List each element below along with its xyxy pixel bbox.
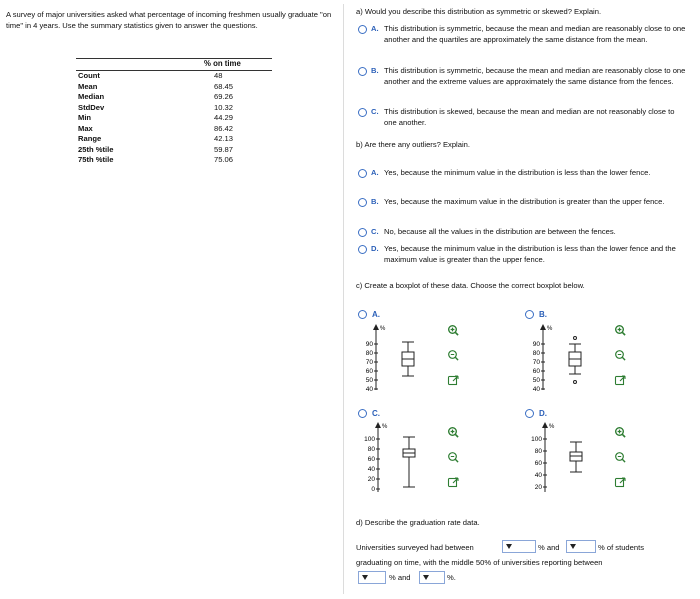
svg-text:20: 20: [367, 476, 375, 483]
table-row: Min 44.29: [78, 113, 234, 122]
radio-button[interactable]: [358, 108, 367, 117]
problem-intro: A survey of major universities asked what percentage of incoming freshmen usually graduate "on time" in 4 years. Use the summary statistics given to answer the questions.: [6, 10, 332, 30]
qd-text-3a: % and: [389, 573, 411, 582]
expand-icon[interactable]: [447, 476, 460, 489]
table-row: Count 48: [78, 71, 223, 80]
expand-icon[interactable]: [447, 374, 460, 387]
svg-text:60: 60: [532, 368, 540, 375]
dropdown-max-rate[interactable]: [566, 540, 596, 553]
radio-button[interactable]: [358, 67, 367, 76]
box-whisker: [402, 342, 414, 376]
qb-option-d[interactable]: D. Yes, because the minimum value in the distribution is less than the lower fence and the maximum value is greater than the upper fence.: [356, 244, 692, 266]
zoom-in-icon[interactable]: [614, 324, 627, 337]
qd-text-1b: % and: [538, 543, 560, 552]
boxplot-c: [356, 420, 506, 496]
svg-text:100: 100: [531, 436, 542, 443]
table-row: Median 69.26: [78, 92, 234, 101]
table-row: 75th %tile 75.06: [78, 155, 234, 164]
svg-text:40: 40: [534, 472, 542, 479]
dropdown-q3[interactable]: [419, 571, 445, 584]
qd-text-1a: Universities surveyed had between: [356, 543, 474, 552]
tick-label: [364, 436, 375, 493]
zoom-in-icon[interactable]: [447, 324, 460, 337]
chevron-down-icon: [423, 575, 429, 580]
qb-option-a[interactable]: A. Yes, because the minimum value in the distribution is less than the lower fence.: [356, 168, 692, 190]
svg-text:50: 50: [365, 377, 373, 384]
qb-option-c[interactable]: C. No, because all the values in the distribution are between the fences.: [356, 227, 692, 238]
svg-text:70: 70: [532, 359, 540, 366]
radio-button[interactable]: [358, 25, 367, 34]
table-row: 25th %tile 59.87: [78, 144, 234, 154]
svg-text:0: 0: [371, 486, 375, 493]
question-c: c) Create a boxplot of these data. Choose the correct boxplot below.: [356, 281, 585, 290]
axis-unit: %: [382, 424, 388, 430]
question-d: d) Describe the graduation rate data.: [356, 518, 480, 527]
question-b: b) Are there any outliers? Explain.: [356, 140, 470, 149]
boxplot-a: [356, 322, 506, 394]
plot-c-label: C.: [372, 409, 380, 418]
svg-text:80: 80: [532, 350, 540, 357]
table-top-rule: [76, 58, 272, 59]
radio-button[interactable]: [358, 245, 367, 254]
svg-text:40: 40: [365, 386, 373, 393]
plot-d-label: D.: [539, 409, 547, 418]
zoom-out-icon[interactable]: [614, 451, 627, 464]
table-row: Mean 68.45: [78, 81, 234, 91]
qd-text-2: graduating on time, with the middle 50% of universities reporting between: [356, 558, 603, 567]
stats-column-header: % on time: [204, 59, 241, 68]
svg-text:20: 20: [534, 484, 542, 491]
box-whisker: [570, 442, 582, 472]
svg-text:40: 40: [532, 386, 540, 393]
plot-a-radio[interactable]: [358, 310, 367, 319]
dropdown-q1[interactable]: [358, 571, 386, 584]
boxplot-b: [523, 322, 673, 394]
svg-text:90: 90: [532, 341, 540, 348]
zoom-out-icon[interactable]: [447, 349, 460, 362]
qa-option-b[interactable]: B. This distribution is symmetric, because the mean and median are reasonably close to one another and the extreme values are approximately the same distance from the fences.: [356, 66, 692, 98]
plot-b-radio[interactable]: [525, 310, 534, 319]
question-a: a) Would you describe this distribution as symmetric or skewed? Explain.: [356, 7, 602, 16]
expand-icon[interactable]: [614, 374, 627, 387]
plot-b-label: B.: [539, 310, 547, 319]
boxplot-d: [523, 420, 673, 496]
box-whisker: [403, 437, 415, 487]
expand-icon[interactable]: [614, 476, 627, 489]
axis-unit: %: [547, 326, 553, 332]
svg-text:60: 60: [367, 456, 375, 463]
table-row: Max 86.42: [78, 123, 234, 133]
chevron-down-icon: [570, 544, 576, 549]
svg-text:70: 70: [365, 359, 373, 366]
chevron-down-icon: [506, 544, 512, 549]
svg-text:80: 80: [365, 350, 373, 357]
qa-option-a[interactable]: A. This distribution is symmetric, because the mean and median are reasonably close to one another and the quartiles are approximately the same distance from the mean.: [356, 24, 692, 56]
axis-unit: %: [380, 326, 386, 332]
tick-label: [531, 436, 542, 491]
chevron-down-icon: [362, 575, 368, 580]
svg-text:90: 90: [365, 341, 373, 348]
qa-option-c[interactable]: C. This distribution is skewed, because the mean and median are not reasonably close to one another.: [356, 107, 692, 129]
qd-text-3b: %.: [447, 573, 456, 582]
plot-d-radio[interactable]: [525, 409, 534, 418]
axis-unit: %: [549, 424, 555, 430]
svg-text:80: 80: [534, 448, 542, 455]
radio-button[interactable]: [358, 198, 367, 207]
tick-label: [366, 341, 374, 393]
svg-text:60: 60: [365, 368, 373, 375]
plot-c-radio[interactable]: [358, 409, 367, 418]
zoom-in-icon[interactable]: [447, 426, 460, 439]
box-whisker: [569, 337, 581, 384]
svg-text:60: 60: [534, 460, 542, 467]
svg-text:80: 80: [367, 446, 375, 453]
plot-a-label: A.: [372, 310, 380, 319]
column-divider: [343, 4, 344, 594]
radio-button[interactable]: [358, 228, 367, 237]
qd-text-1c: % of students: [598, 543, 645, 552]
svg-text:40: 40: [367, 466, 375, 473]
tick-label: [533, 341, 541, 393]
dropdown-min-rate[interactable]: [502, 540, 536, 553]
qb-option-b[interactable]: B. Yes, because the maximum value in the distribution is greater than the upper fence.: [356, 197, 692, 219]
table-row: StdDev 10.32: [78, 102, 234, 112]
table-row: Range 42.13: [78, 134, 234, 143]
svg-text:100: 100: [364, 436, 375, 443]
radio-button[interactable]: [358, 169, 367, 178]
zoom-out-icon[interactable]: [447, 451, 460, 464]
svg-text:50: 50: [532, 377, 540, 384]
zoom-out-icon[interactable]: [614, 349, 627, 362]
zoom-in-icon[interactable]: [614, 426, 627, 439]
